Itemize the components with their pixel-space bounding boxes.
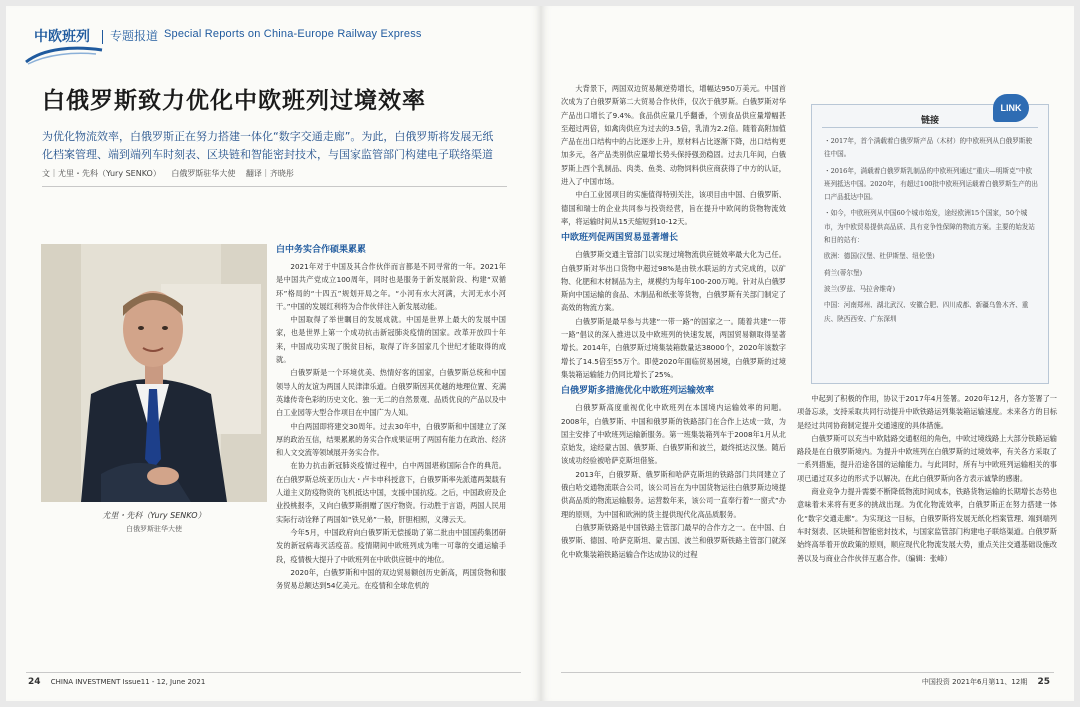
link-item: ・如今，中欧班列从中国60个城市始发，途经欧洲15个国家，50个城市，为中欧贸易提供高品质、具有竞争性保障的物流方案。主要的始发站和目的站有： (824, 209, 1035, 245)
section-title-cn: 专题报道 (110, 29, 159, 43)
paragraph: 白俄罗斯高度重视优化中欧班列在本国境内运输效率的问题。2008年，白俄罗斯、中国和俄罗斯的铁路部门在合作上达成一致，为国主安排了中欧班列运输新服务。第一班集装箱列车于2008年1月从北京始发，途经蒙古国、俄罗斯、白俄罗斯和波兰，最终抵达汉堡。随后该成功经验被哈萨克斯坦借鉴。 (561, 403, 786, 466)
swoosh-logo-icon (24, 44, 104, 66)
byline-divider (42, 186, 507, 187)
photo-caption-role: 白俄罗斯驻华大使 (126, 525, 182, 533)
paragraph: 2021年对于中国及其合作伙伴而言都是不同寻常的一年。2021年是中国共产党成立100周年，同时也是服务于新发展阶段、构建“双循环”格局的“十四五”规划开局之年。“小河有水大河满，大河无水小河干。”中国的发展红利将为合作伙伴注入新发展动能。 (276, 262, 506, 311)
left-text-column (276, 240, 506, 660)
article-lede: 为优化物流效率，白俄罗斯正在努力搭建一体化“数字交通走廊”。为此，白俄罗斯将发展无纸化档案管理、端到端列车时刻表、区块链和智能密封技术，与国家监管部门构建电子联络渠道 (42, 130, 494, 161)
page-number: 24 (28, 677, 41, 687)
article-title: 白俄罗斯致力优化中欧班列过境效率 (42, 87, 426, 114)
issue-info: 2021年6月第11、12期 (952, 678, 1028, 686)
paragraph: 大背景下，两国双边贸易额逆势增长，增幅达950万美元。中国首次成为了白俄罗斯第二大贸易合作伙伴，仅次于俄罗斯。白俄罗斯对华产品出口增长了9.4%。食品供应量几乎翻番，个别食品供应量增幅甚至超过两倍，如禽肉供应为过去的3.5倍，乳清为2.2倍。随着高附加值产品在出口结构中的占比逐步上升，原材料占比逐渐下降，出口结构更加多元，各产品类别供应量增长势头保持强劲稳固。过去几年间，白俄罗斯上西个乳制品、肉类、鱼类、动物饲料供应商获得了中方的认证，进入了中国市场。 (561, 84, 786, 187)
paragraph: 在协力抗击新冠肺炎疫情过程中，白中两国堪称国际合作的典范。在白俄罗斯总统亚历山大・卢卡申科授意下，白俄罗斯率先派遣两架载有人道主义防疫物资的飞机抵达中国，支援中国抗疫。之后，中国政府及企业投桃报李，又向白俄罗斯捐赠了医疗物资。行动胜于言语，两国人民用实际行动诠释了两国如“铁兄弟”一般，肝胆相照，义薄云天。 (276, 461, 506, 524)
magazine-name: 中国投资 (921, 678, 950, 686)
page-number: 25 (1037, 677, 1050, 687)
footer-divider (26, 672, 521, 673)
footer-divider (561, 672, 1054, 673)
paragraph: 中白工业园项目的实施值得特别关注，该项目由中国、白俄罗斯、德国和瑞士的企业共同参与投资经营，旨在提升中欧间的货物物流效率，将运输时间从15天缩短到10-12天。 (561, 190, 786, 226)
link-title: 链接 (920, 116, 939, 126)
portrait-photo (41, 244, 267, 502)
right-text-column-2 (797, 392, 1057, 672)
portrait-illustration-icon (41, 244, 267, 502)
footer-left (28, 677, 205, 687)
link-route: 欧洲：德国(汉堡、杜伊斯堡、纽伦堡) (824, 252, 935, 261)
right-page (541, 6, 1074, 701)
paragraph: 商业竞争力提升需要不断降低物流时间成本，铁路货物运输的长期增长态势也意味着未来将有更多的挑战出现。为优化物流效率，白俄罗斯正在努力搭建一体化“数字交通走廊”。为实现这一目标，白俄罗斯将发展无纸化档案管理、端到端列车时刻表、区块链和智能密封技术，与国家监管部门构建电子联络渠道。白俄罗斯始终高举着开放政策的原则，顺应现代化物流发展大势，重点关注交通基础设施改善以及与商业合作伙伴互惠合作。（编辑：张峰） (797, 487, 1057, 563)
left-page (6, 6, 541, 701)
link-sidebar (811, 104, 1049, 384)
link-divider (822, 127, 1038, 128)
link-body (824, 135, 1038, 329)
link-item: ・2016年，满载着白俄罗斯乳制品的中欧班列通过“重庆—明斯克”中欧班列抵达中国。2020年，有超过100批中欧班列运载着白俄罗斯生产的出口产品抵达中国。 (824, 166, 1038, 202)
paragraph: 中起到了积极的作用，协议于2017年4月签署。2020年12月，各方签署了一项备忘录，支持采取共同行动提升中欧铁路运列集装箱运输速度。未来各方的目标是经过共同协商制定提升交通速度的具体措施。 (797, 394, 1057, 430)
paragraph: 白俄罗斯是最早参与共建“一带一路”的国家之一。随着共建“一带一路”倡议的深入推进以及中欧班列的快速发展，两国贸易额取得显著增长。2014年，白俄罗斯过境集装箱数量达38000个，2020年该数字增长了14.5倍至55万个。即使2020年面临贸易困境，白俄罗斯的过境集装箱运输能力仍同比增长了25%。 (561, 316, 786, 379)
section-heading: 白中务实合作硕果累累 (276, 245, 367, 255)
paragraph: 白俄罗斯交通主管部门以实现过境物流供应链效率最大化为己任。白俄罗斯对华出口货物中超过98%是由铁水联运的方式完成的，以矿物、化肥和木材制品为主，规模约为每年100-200万吨。针对从白俄罗斯向中国运输的食品、木制品和纸张等货物，白俄罗斯有关部门制定了高效的物流方案。 (561, 250, 786, 313)
link-route: 波兰(罗兹、马拉舍维奇) (824, 284, 896, 293)
section-heading: 白俄罗斯多措施优化中欧班列运输效率 (561, 386, 715, 397)
byline-role: 白俄罗斯驻华大使 (171, 169, 236, 178)
paragraph: 中白两国即将建交30周年。过去30年中，白俄罗斯和中国建立了深厚的政治互信，结果累累的务实合作成果证明了两国有能力在政治、经济和人文交流等领域展开务实合作。 (276, 421, 506, 458)
issue-info: Issue11 - 12, June 2021 (122, 678, 206, 686)
paragraph: 2013年，白俄罗斯、俄罗斯和哈萨克斯坦的铁路部门共同建立了俄白哈交通物流联合公司，该公司旨在为中国货物运往白俄罗斯边境提供高品质的物流运输服务。运营数年来，该公司一直奉行着“一窗式”办理的原则，为中国和欧洲的货主提供现代化高品质服务。 (561, 469, 786, 519)
section-title-en: Special Reports on China-Europe Railway Express (164, 28, 422, 40)
byline-author: 文｜尤里・先科（Yury SENKO） (42, 169, 161, 178)
byline (42, 168, 302, 179)
paragraph: 白俄罗斯铁路是中国铁路主管部门最早的合作方之一。在中国、白俄罗斯、德国、哈萨克斯坦、蒙古国、波兰和俄罗斯铁路主管部门就深化中欧集装箱铁路运输合作达成协议的过程 (561, 522, 786, 559)
section-heading: 中欧班列促两国贸易显著增长 (561, 233, 679, 244)
magazine-name: CHINA INVESTMENT (50, 678, 121, 686)
paragraph: 2020年，白俄罗斯和中国的双边贸易额创历史新高，两国货物和服务贸易总额达到54亿美元。在疫情和全球危机的 (276, 567, 506, 591)
paragraph: 白俄罗斯是一个环境优美、热情好客的国家，白俄罗斯总统和中国领导人的友谊为两国人民津津乐道。白俄罗斯因其优越的地理位置、充满英雄传奇色彩的历史文化、独一无二的自然景观、品质优良的产品以及中白工业园等大型合作项目在中国广为人知。 (276, 368, 506, 418)
right-text-column-1 (561, 82, 786, 672)
byline-translator: 翻译｜齐晓彤 (245, 169, 294, 178)
footer-right (922, 677, 1050, 687)
paragraph: 今年5月，中国政府向白俄罗斯无偿援助了第二批由中国国药集团研发的新冠病毒灭活疫苗。疫情期间中欧班列成为唯一可靠的交通运输手段，疫情极大提升了中欧班列在中欧供应链中的地位。 (276, 527, 506, 564)
paragraph: 中国取得了举世瞩目的发展成就。中国是世界上最大的发展中国家，也是世界上第一个成功抗击新冠肺炎疫情的国家。改革开放四十年来，中国成功实现了脱贫目标，取得了许多国家几个世纪才能取得的成就。 (276, 315, 506, 365)
section-badge: 中欧班列 (34, 29, 90, 45)
header-divider (102, 30, 103, 44)
link-item: ・2017年，首个满载着白俄罗斯产品（木材）的中欧班列从白俄罗斯驶往中国。 (824, 137, 1032, 159)
header (6, 18, 541, 62)
paragraph: 白俄罗斯可以充当中欧陆路交通枢纽的角色，中欧过境线路上大部分铁路运输路段是在白俄罗斯境内。为提升中欧班列在白俄罗斯的过境效率，有关各方采取了一系列措施，提升沿途各国的运输能力。与此同时，所有与中欧班列运输相关的事项已通过双多边的形式予以解决。在此白俄罗斯向各方表示诚挚的感谢。 (797, 433, 1057, 483)
link-badge: LINK (993, 94, 1029, 122)
photo-caption-name: 尤里・先科（Yury SENKO） (102, 511, 206, 520)
link-route: 中国：河南郑州、湖北武汉、安徽合肥、四川成都、新疆乌鲁木齐、重庆、陕西西安、广东深圳 (824, 301, 1029, 323)
link-route: 荷兰(蒂尔堡) (824, 268, 863, 277)
